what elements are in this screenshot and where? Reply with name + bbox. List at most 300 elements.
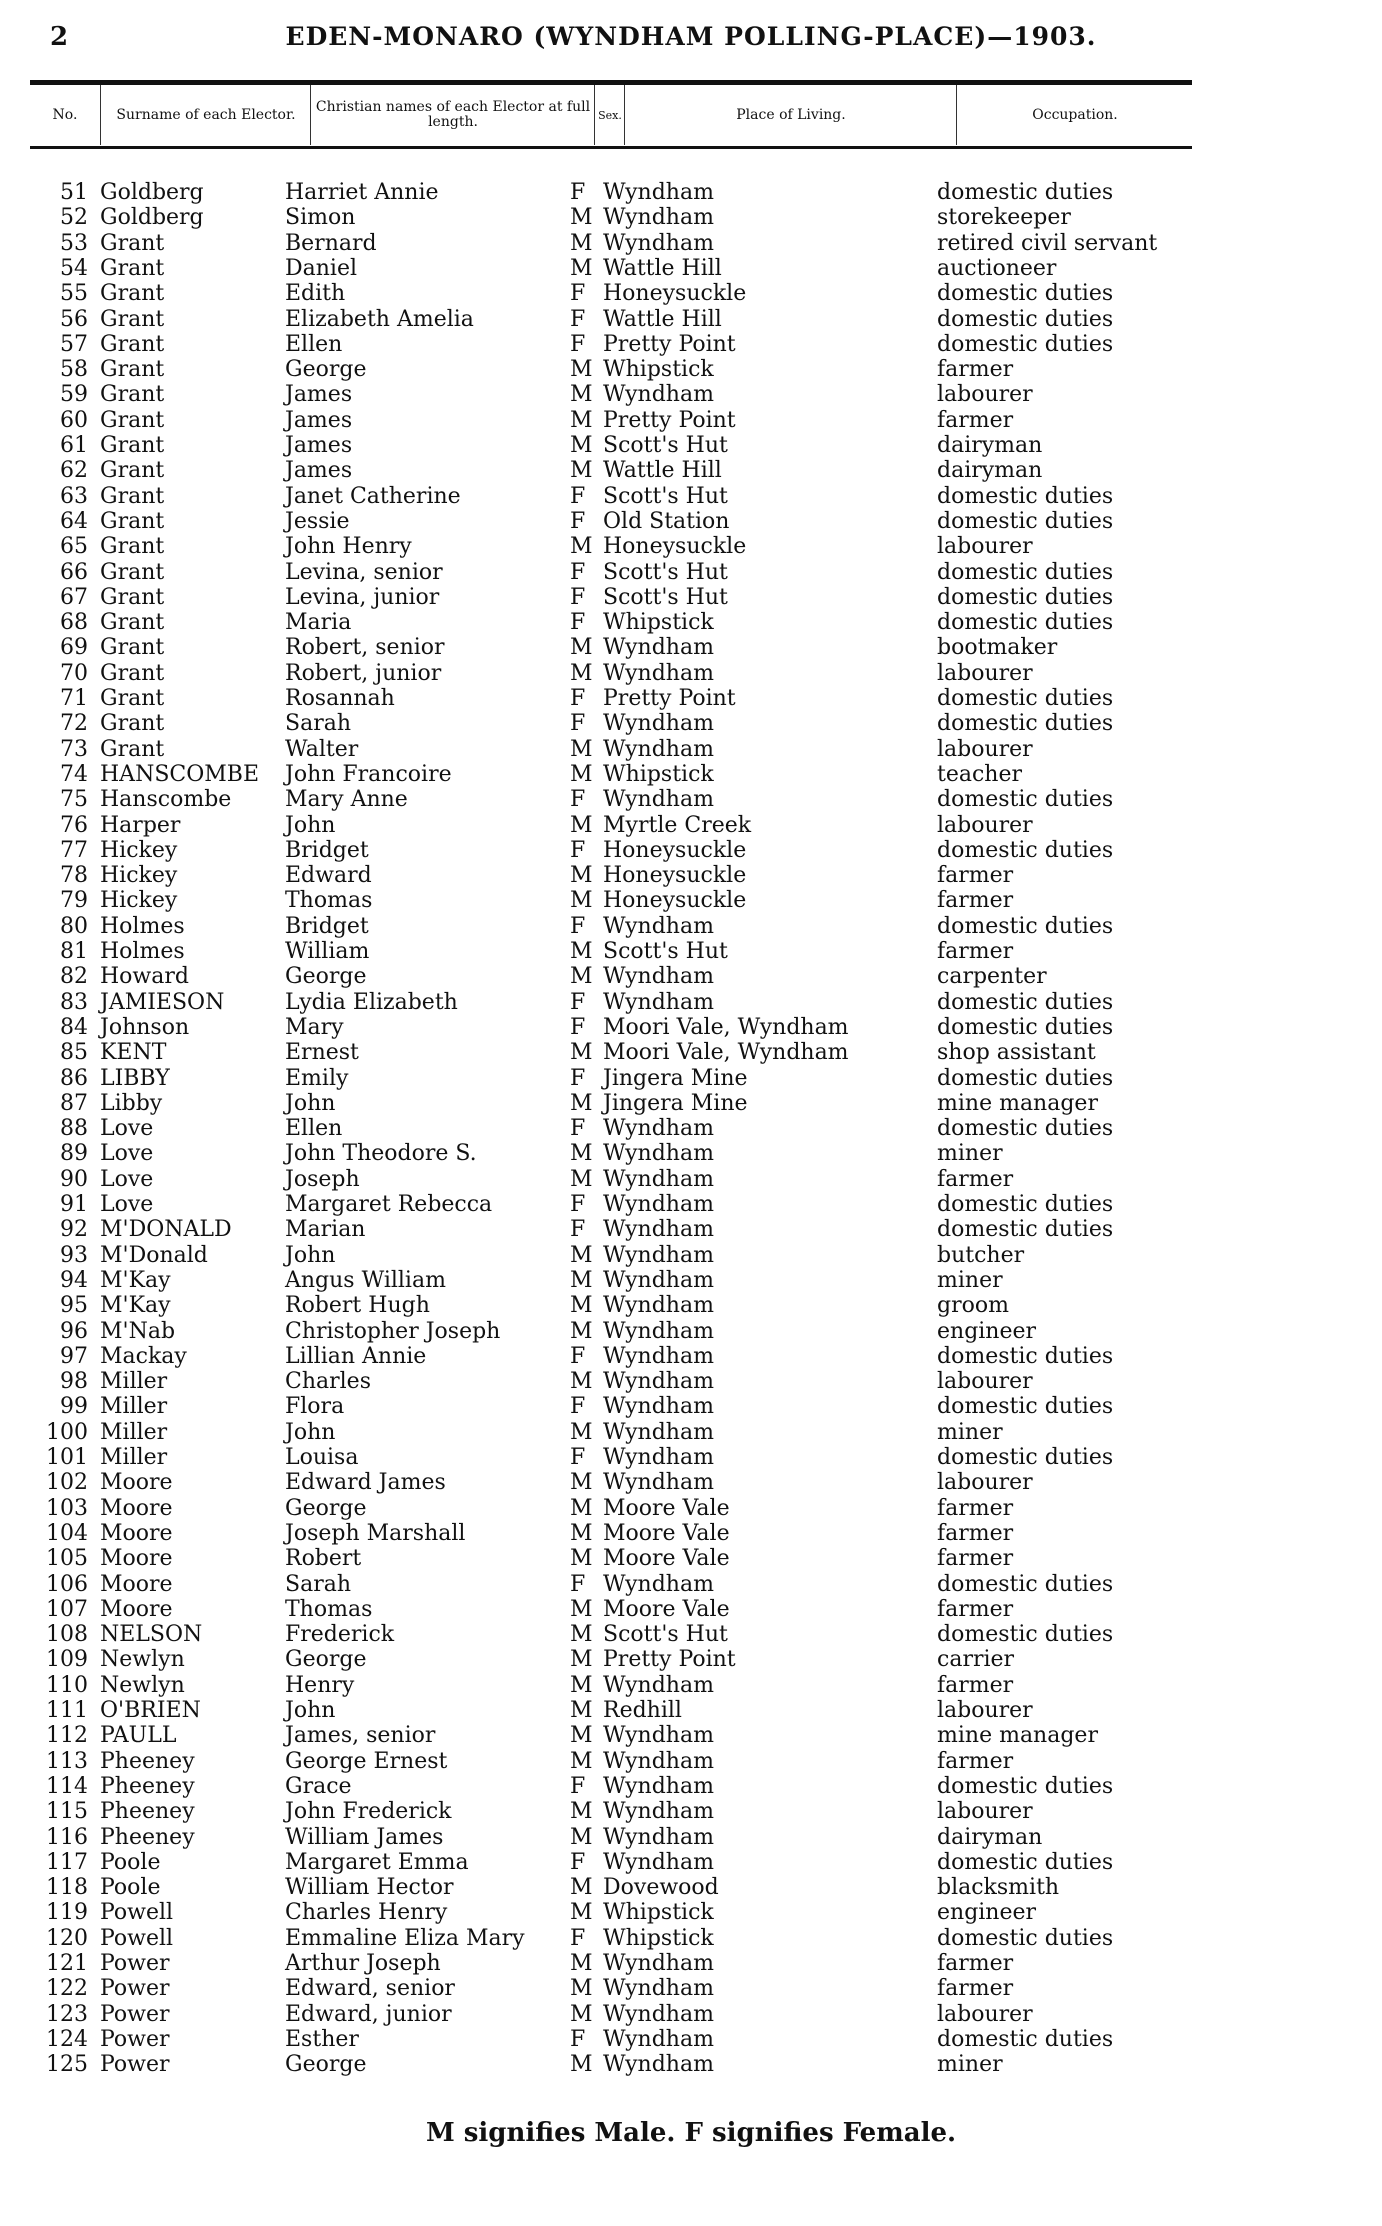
elector-occupation: domestic duties — [937, 281, 1114, 307]
elector-number: 73 — [60, 736, 88, 762]
elector-place-of-living: Moori Vale, Wyndham — [603, 1040, 849, 1066]
elector-place-of-living: Wyndham — [603, 1394, 714, 1420]
table-row — [0, 560, 1382, 585]
elector-place-of-living: Wyndham — [603, 1976, 714, 2002]
elector-place-of-living: Honeysuckle — [603, 863, 747, 889]
elector-christian-names: Ernest — [285, 1040, 359, 1066]
elector-number: 84 — [60, 1014, 88, 1040]
table-row — [0, 686, 1382, 711]
column-header-surname: Surname of each Elector. — [100, 85, 311, 145]
elector-surname: Pheeney — [100, 1773, 195, 1799]
elector-number: 51 — [60, 180, 88, 205]
elector-christian-names: Mary — [285, 1014, 344, 1040]
elector-christian-names: Sarah — [285, 711, 351, 737]
elector-occupation: domestic duties — [937, 989, 1114, 1015]
elector-surname: Power — [100, 2001, 170, 2027]
elector-christian-names: Emmaline Eliza Mary — [285, 1925, 525, 1951]
elector-occupation: farmer — [937, 357, 1014, 383]
elector-place-of-living: Wattle Hill — [603, 458, 722, 484]
elector-number: 122 — [46, 1976, 88, 2002]
elector-occupation: carrier — [937, 1647, 1015, 1673]
elector-surname: Moore — [100, 1571, 173, 1597]
elector-christian-names: George — [285, 964, 367, 990]
elector-christian-names: Edith — [285, 281, 346, 307]
elector-place-of-living: Wyndham — [603, 989, 714, 1015]
elector-surname: Pheeney — [100, 1799, 195, 1825]
elector-christian-names: George Ernest — [285, 1748, 448, 1774]
elector-occupation: domestic duties — [937, 584, 1114, 610]
elector-sex: F — [570, 1192, 586, 1217]
table-row — [0, 509, 1382, 534]
elector-number: 82 — [60, 964, 88, 990]
elector-sex: F — [570, 711, 586, 737]
elector-surname: Grant — [100, 660, 165, 686]
elector-place-of-living: Pretty Point — [603, 686, 736, 711]
table-row — [0, 635, 1382, 660]
column-header-occupation: Occupation. — [956, 85, 1193, 145]
elector-place-of-living: Honeysuckle — [603, 281, 747, 307]
elector-number: 102 — [46, 1470, 88, 1496]
table-row — [0, 813, 1382, 838]
page-title: EDEN-MONARO (WYNDHAM POLLING-PLACE)—1903. — [285, 22, 1097, 51]
table-row — [0, 1723, 1382, 1748]
elector-christian-names: Edward — [285, 863, 372, 889]
elector-surname: Moore — [100, 1495, 173, 1521]
elector-surname: PAULL — [100, 1723, 177, 1749]
elector-surname: JAMIESON — [100, 989, 225, 1015]
table-row — [0, 1774, 1382, 1799]
elector-sex: M — [570, 1267, 593, 1293]
column-header-no: No. — [52, 106, 78, 123]
table-row — [0, 1116, 1382, 1141]
elector-sex: F — [570, 281, 586, 307]
elector-occupation: dairyman — [937, 1824, 1043, 1850]
table-row — [0, 1496, 1382, 1521]
table-row — [0, 1673, 1382, 1698]
elector-occupation: carpenter — [937, 964, 1047, 990]
elector-sex: M — [570, 1040, 593, 1066]
elector-christian-names: Louisa — [285, 1445, 359, 1470]
elector-place-of-living: Honeysuckle — [603, 888, 747, 914]
elector-sex: F — [570, 2026, 586, 2052]
elector-surname: Grant — [100, 306, 165, 332]
elector-sex: M — [570, 939, 593, 964]
table-row — [0, 661, 1382, 686]
elector-christian-names: Frederick — [285, 1622, 395, 1648]
elector-place-of-living: Pretty Point — [603, 331, 736, 357]
elector-christian-names: James — [285, 458, 353, 484]
elector-christian-names: Robert, senior — [285, 635, 445, 661]
elector-surname: Miller — [100, 1445, 168, 1470]
elector-surname: Moore — [100, 1546, 173, 1572]
elector-surname: KENT — [100, 1040, 167, 1066]
elector-sex: M — [570, 1672, 593, 1698]
elector-occupation: farmer — [937, 1495, 1014, 1521]
elector-sex: F — [570, 837, 586, 863]
elector-occupation: domestic duties — [937, 1217, 1114, 1243]
elector-sex: F — [570, 610, 586, 636]
elector-sex: F — [570, 1773, 586, 1799]
elector-christian-names: Simon — [285, 205, 356, 231]
elector-occupation: domestic duties — [937, 1014, 1114, 1040]
elector-sex: F — [570, 1445, 586, 1470]
elector-number: 118 — [46, 1875, 88, 1901]
elector-surname: Love — [100, 1192, 154, 1217]
elector-surname: Power — [100, 2052, 170, 2078]
elector-number: 125 — [46, 2052, 88, 2078]
table-row — [0, 1319, 1382, 1344]
elector-surname: Power — [100, 1951, 170, 1976]
elector-place-of-living: Wyndham — [603, 660, 714, 686]
elector-place-of-living: Myrtle Creek — [603, 812, 752, 838]
elector-occupation: retired civil servant — [937, 230, 1158, 256]
elector-occupation: domestic duties — [937, 1343, 1114, 1369]
elector-place-of-living: Scott's Hut — [603, 483, 728, 509]
elector-place-of-living: Moore Vale — [603, 1495, 730, 1521]
elector-surname: Hanscombe — [100, 787, 232, 813]
elector-occupation: domestic duties — [937, 913, 1114, 939]
elector-sex: M — [570, 1723, 593, 1749]
elector-place-of-living: Wyndham — [603, 913, 714, 939]
elector-occupation: farmer — [937, 1596, 1014, 1622]
elector-occupation: labourer — [937, 736, 1033, 762]
elector-christian-names: James — [285, 433, 353, 458]
elector-surname: Grant — [100, 382, 165, 408]
elector-surname: Moore — [100, 1520, 173, 1546]
elector-sex: F — [570, 787, 586, 813]
elector-christian-names: Sarah — [285, 1571, 351, 1597]
table-row — [0, 1799, 1382, 1824]
elector-occupation: blacksmith — [937, 1875, 1060, 1901]
elector-surname: Love — [100, 1141, 154, 1167]
elector-number: 62 — [60, 458, 88, 484]
elector-christian-names: Marian — [285, 1217, 366, 1243]
table-row — [0, 1040, 1382, 1065]
elector-place-of-living: Wyndham — [603, 1116, 714, 1142]
elector-number: 63 — [60, 483, 88, 509]
elector-occupation: mine manager — [937, 1723, 1098, 1749]
elector-occupation: miner — [937, 1141, 1003, 1167]
elector-surname: Grant — [100, 635, 165, 661]
table-row — [0, 585, 1382, 610]
table-row — [0, 433, 1382, 458]
elector-occupation: domestic duties — [937, 331, 1114, 357]
table-row — [0, 1344, 1382, 1369]
elector-sex: M — [570, 1900, 593, 1926]
elector-number: 87 — [60, 1090, 88, 1116]
table-row — [0, 964, 1382, 989]
elector-christian-names: Emily — [285, 1065, 349, 1091]
elector-sex: F — [570, 1217, 586, 1243]
elector-occupation: storekeeper — [937, 205, 1071, 231]
elector-place-of-living: Wyndham — [603, 205, 714, 231]
elector-sex: F — [570, 180, 586, 205]
elector-sex: M — [570, 1470, 593, 1496]
table-row — [0, 863, 1382, 888]
elector-place-of-living: Wyndham — [603, 1141, 714, 1167]
elector-sex: F — [570, 913, 586, 939]
elector-place-of-living: Wyndham — [603, 635, 714, 661]
elector-sex: M — [570, 1698, 593, 1723]
elector-christian-names: Arthur Joseph — [285, 1951, 441, 1976]
column-header-christian-names: Christian names of each Elector at full length. — [310, 85, 595, 145]
elector-occupation: farmer — [937, 939, 1014, 964]
elector-christian-names: Margaret Rebecca — [285, 1192, 493, 1217]
elector-occupation: farmer — [937, 863, 1014, 889]
elector-occupation: labourer — [937, 1369, 1033, 1395]
elector-place-of-living: Scott's Hut — [603, 1622, 728, 1648]
table-row — [0, 1622, 1382, 1647]
elector-number: 92 — [60, 1217, 88, 1243]
elector-christian-names: Grace — [285, 1773, 352, 1799]
elector-surname: Harper — [100, 812, 181, 838]
table-row — [0, 458, 1382, 483]
elector-number: 77 — [60, 837, 88, 863]
elector-christian-names: Rosannah — [285, 686, 395, 711]
sex-legend-footer: M signifies Male. F signifies Female. — [425, 2118, 957, 2148]
elector-surname: Powell — [100, 1900, 174, 1926]
elector-sex: F — [570, 331, 586, 357]
elector-occupation: farmer — [937, 1672, 1014, 1698]
elector-sex: M — [570, 1546, 593, 1572]
elector-christian-names: George — [285, 2052, 367, 2078]
elector-place-of-living: Wyndham — [603, 1445, 714, 1470]
table-row — [0, 307, 1382, 332]
elector-surname: Miller — [100, 1369, 168, 1395]
elector-number: 53 — [60, 230, 88, 256]
table-row — [0, 382, 1382, 407]
elector-occupation: domestic duties — [937, 1065, 1114, 1091]
table-row — [0, 1268, 1382, 1293]
table-row — [0, 205, 1382, 230]
table-row — [0, 939, 1382, 964]
table-row — [0, 1293, 1382, 1318]
table-row — [0, 787, 1382, 812]
elector-christian-names: Harriet Annie — [285, 180, 439, 205]
elector-occupation: domestic duties — [937, 686, 1114, 711]
elector-occupation: miner — [937, 1267, 1003, 1293]
elector-surname: Moore — [100, 1470, 173, 1496]
elector-christian-names: George — [285, 1647, 367, 1673]
elector-place-of-living: Wyndham — [603, 2026, 714, 2052]
elector-surname: M'Donald — [100, 1242, 208, 1268]
elector-number: 103 — [46, 1495, 88, 1521]
elector-occupation: farmer — [937, 1951, 1014, 1976]
elector-number: 115 — [46, 1799, 88, 1825]
elector-occupation: domestic duties — [937, 559, 1114, 585]
elector-number: 90 — [60, 1166, 88, 1192]
table-row — [0, 1066, 1382, 1091]
table-row — [0, 1875, 1382, 1900]
elector-occupation: miner — [937, 2052, 1003, 2078]
elector-place-of-living: Wyndham — [603, 1951, 714, 1976]
table-row — [0, 484, 1382, 509]
elector-christian-names: Edward James — [285, 1470, 446, 1496]
page-number: 2 — [50, 22, 69, 52]
elector-surname: Grant — [100, 736, 165, 762]
elector-number: 105 — [46, 1546, 88, 1572]
elector-place-of-living: Whipstick — [603, 610, 714, 636]
table-row — [0, 332, 1382, 357]
elector-place-of-living: Wyndham — [603, 2052, 714, 2078]
elector-place-of-living: Wyndham — [603, 1723, 714, 1749]
elector-christian-names: Walter — [285, 736, 359, 762]
elector-surname: M'DONALD — [100, 1217, 232, 1243]
elector-surname: Love — [100, 1166, 154, 1192]
elector-place-of-living: Honeysuckle — [603, 837, 747, 863]
elector-occupation: domestic duties — [937, 1622, 1114, 1648]
elector-sex: M — [570, 1748, 593, 1774]
elector-occupation: domestic duties — [937, 306, 1114, 332]
elector-place-of-living: Wattle Hill — [603, 255, 722, 281]
header-rule-bottom — [30, 146, 1192, 149]
elector-christian-names: Lillian Annie — [285, 1343, 427, 1369]
elector-sex: M — [570, 205, 593, 231]
elector-number: 109 — [46, 1647, 88, 1673]
elector-christian-names: Charles Henry — [285, 1900, 448, 1926]
elector-occupation: domestic duties — [937, 837, 1114, 863]
elector-christian-names: Levina, junior — [285, 584, 440, 610]
table-row — [0, 1192, 1382, 1217]
elector-christian-names: Bridget — [285, 913, 369, 939]
elector-occupation: dairyman — [937, 433, 1043, 458]
elector-surname: Howard — [100, 964, 189, 990]
table-row — [0, 711, 1382, 736]
elector-surname: Poole — [100, 1849, 161, 1875]
elector-christian-names: Mary Anne — [285, 787, 408, 813]
elector-sex: M — [570, 230, 593, 256]
elector-number: 72 — [60, 711, 88, 737]
elector-sex: F — [570, 584, 586, 610]
elector-number: 64 — [60, 508, 88, 534]
elector-surname: Grant — [100, 458, 165, 484]
elector-surname: Grant — [100, 686, 165, 711]
table-row — [0, 1167, 1382, 1192]
table-row — [0, 1445, 1382, 1470]
elector-number: 86 — [60, 1065, 88, 1091]
elector-place-of-living: Wyndham — [603, 1748, 714, 1774]
table-row — [0, 231, 1382, 256]
elector-surname: Grant — [100, 559, 165, 585]
elector-number: 71 — [60, 686, 88, 711]
table-row — [0, 1521, 1382, 1546]
elector-number: 106 — [46, 1571, 88, 1597]
elector-christian-names: John — [285, 1419, 336, 1445]
elector-occupation: auctioneer — [937, 255, 1057, 281]
elector-number: 67 — [60, 584, 88, 610]
elector-christian-names: John Theodore S. — [285, 1141, 477, 1167]
elector-sex: M — [570, 433, 593, 458]
elector-surname: Goldberg — [100, 180, 204, 205]
elector-occupation: domestic duties — [937, 1394, 1114, 1420]
elector-christian-names: John Francoire — [285, 761, 452, 787]
elector-christian-names: Levina, senior — [285, 559, 443, 585]
elector-surname: Miller — [100, 1419, 168, 1445]
elector-sex: M — [570, 964, 593, 990]
elector-christian-names: Maria — [285, 610, 352, 636]
elector-place-of-living: Wyndham — [603, 1470, 714, 1496]
elector-occupation: dairyman — [937, 458, 1043, 484]
elector-place-of-living: Whipstick — [603, 1900, 714, 1926]
elector-number: 117 — [46, 1849, 88, 1875]
elector-occupation: domestic duties — [937, 1849, 1114, 1875]
elector-occupation: shop assistant — [937, 1040, 1096, 1066]
column-header-row — [30, 85, 1192, 145]
elector-sex: M — [570, 458, 593, 484]
elector-place-of-living: Wyndham — [603, 1242, 714, 1268]
elector-number: 114 — [46, 1773, 88, 1799]
elector-christian-names: William Hector — [285, 1875, 454, 1901]
elector-christian-names: Margaret Emma — [285, 1849, 469, 1875]
elector-sex: F — [570, 1394, 586, 1420]
elector-christian-names: Edward, senior — [285, 1976, 455, 2002]
elector-surname: Powell — [100, 1925, 174, 1951]
elector-christian-names: Elizabeth Amelia — [285, 306, 474, 332]
elector-number: 80 — [60, 913, 88, 939]
elector-surname: Grant — [100, 255, 165, 281]
table-row — [0, 1217, 1382, 1242]
elector-occupation: domestic duties — [937, 610, 1114, 636]
elector-number: 52 — [60, 205, 88, 231]
elector-occupation: labourer — [937, 1470, 1033, 1496]
elector-christian-names: Lydia Elizabeth — [285, 989, 458, 1015]
elector-occupation: domestic duties — [937, 711, 1114, 737]
elector-sex: M — [570, 2001, 593, 2027]
elector-sex: F — [570, 508, 586, 534]
elector-number: 70 — [60, 660, 88, 686]
elector-place-of-living: Wyndham — [603, 1571, 714, 1597]
table-row — [0, 1976, 1382, 2001]
elector-sex: M — [570, 1090, 593, 1116]
elector-number: 93 — [60, 1242, 88, 1268]
elector-number: 91 — [60, 1192, 88, 1217]
elector-occupation: domestic duties — [937, 787, 1114, 813]
elector-number: 107 — [46, 1596, 88, 1622]
table-row — [0, 888, 1382, 913]
elector-sex: M — [570, 660, 593, 686]
elector-christian-names: George — [285, 357, 367, 383]
elector-occupation: farmer — [937, 1166, 1014, 1192]
elector-sex: F — [570, 1343, 586, 1369]
elector-christian-names: James, senior — [285, 1723, 436, 1749]
elector-occupation: labourer — [937, 382, 1033, 408]
elector-sex: F — [570, 306, 586, 332]
elector-sex: M — [570, 1141, 593, 1167]
elector-place-of-living: Honeysuckle — [603, 534, 747, 560]
elector-sex: M — [570, 635, 593, 661]
elector-christian-names: Esther — [285, 2026, 359, 2052]
table-row — [0, 990, 1382, 1015]
table-row — [0, 281, 1382, 306]
elector-surname: Poole — [100, 1875, 161, 1901]
elector-number: 98 — [60, 1369, 88, 1395]
elector-number: 61 — [60, 433, 88, 458]
elector-number: 110 — [46, 1672, 88, 1698]
elector-occupation: mine manager — [937, 1090, 1098, 1116]
elector-surname: O'BRIEN — [100, 1698, 201, 1723]
elector-occupation: engineer — [937, 1900, 1037, 1926]
elector-christian-names: John Frederick — [285, 1799, 452, 1825]
elector-number: 75 — [60, 787, 88, 813]
elector-surname: Power — [100, 2026, 170, 2052]
elector-occupation: domestic duties — [937, 2026, 1114, 2052]
elector-place-of-living: Wyndham — [603, 1773, 714, 1799]
table-row — [0, 1091, 1382, 1116]
elector-surname: Grant — [100, 584, 165, 610]
elector-place-of-living: Redhill — [603, 1698, 682, 1723]
elector-place-of-living: Scott's Hut — [603, 939, 728, 964]
elector-place-of-living: Wyndham — [603, 711, 714, 737]
